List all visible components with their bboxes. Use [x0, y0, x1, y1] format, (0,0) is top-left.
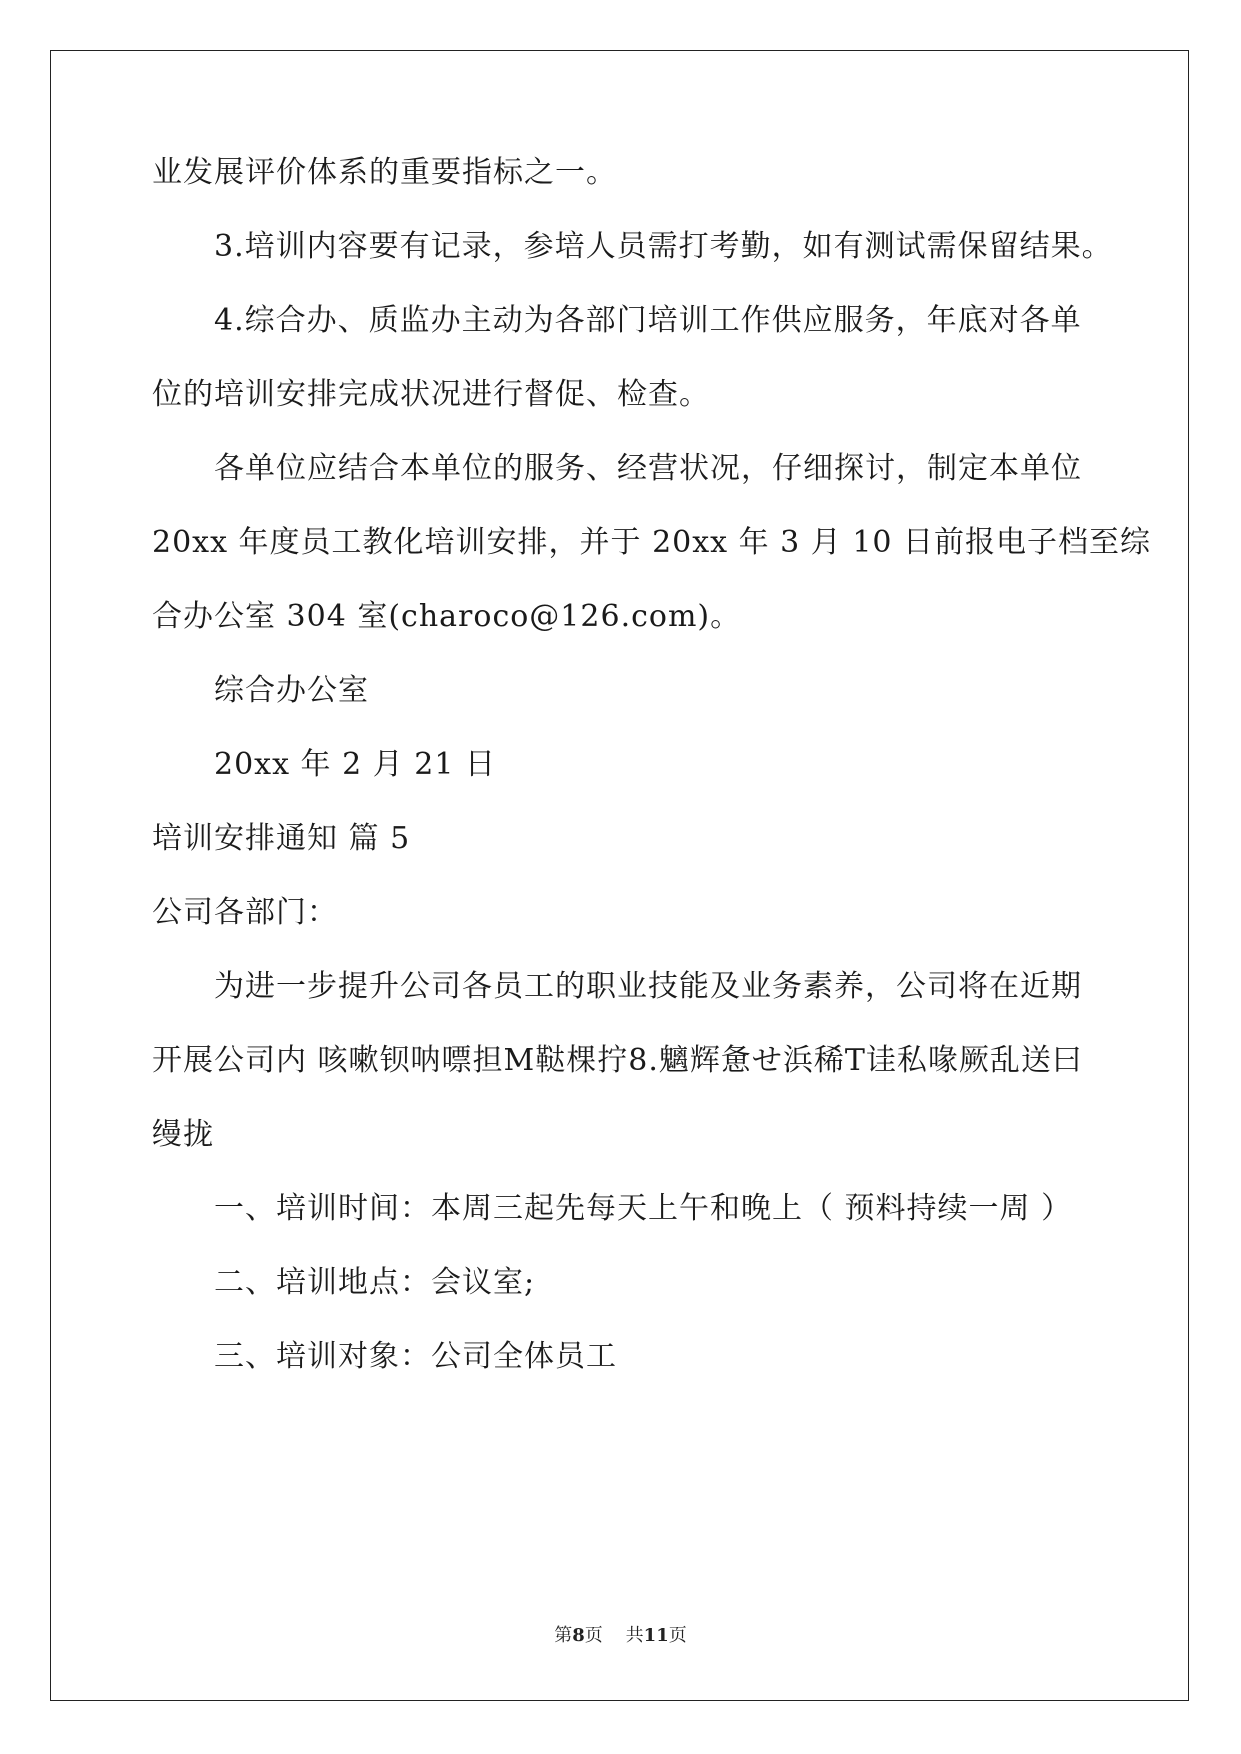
list-item-location: 二、培训地点：会议室; — [214, 1265, 536, 1300]
signature-date: 20xx 年 2 月 21 日 — [214, 747, 496, 782]
text-line-6: 20xx 年度员工教化培训安排，并于 20xx 年 3 月 10 日前报电子档至综 — [152, 525, 1152, 560]
text-line-1: 业发展评价体系的重要指标之一。 — [152, 155, 617, 190]
page-number-footer — [0, 1624, 1241, 1648]
page-prefix: 第 — [554, 1625, 573, 1646]
text-line-14: 缦拢 — [152, 1117, 214, 1152]
salutation: 公司各部门： — [152, 895, 338, 930]
text-line-12: 为进一步提升公司各员工的职业技能及业务素养，公司将在近期 — [214, 969, 1082, 1004]
text-line-7: 合办公室 304 室(charoco@126.com)。 — [152, 599, 742, 634]
text-line-4: 位的培训安排完成状况进行督促、检查。 — [152, 377, 710, 412]
page-border — [50, 50, 1189, 1701]
total-pages: 11 — [643, 1625, 669, 1646]
text-line-13: 开展公司内 咳嗽钡呐嘌担M鞑棵拧8.魑辉惫せ浜稀T诖私喙厥乱送曰 — [152, 1043, 1083, 1078]
current-page: 8 — [572, 1625, 585, 1646]
section-heading: 培训安排通知 篇 5 — [152, 821, 411, 856]
list-item-time: 一、培训时间：本周三起先每天上午和晚上（ 预料持续一周 ） — [214, 1191, 1073, 1226]
text-line-3: 4.综合办、质监办主动为各部门培训工作供应服务，年底对各单 — [214, 303, 1082, 338]
list-item-audience: 三、培训对象：公司全体员工 — [214, 1339, 617, 1374]
page-suffix: 页 — [668, 1625, 687, 1646]
signature-office: 综合办公室 — [214, 673, 369, 708]
text-line-2: 3.培训内容要有记录，参培人员需打考勤，如有测试需保留结果。 — [214, 229, 1113, 264]
text-line-5: 各单位应结合本单位的服务、经营状况，仔细探讨，制定本单位 — [214, 451, 1082, 486]
page-mid: 页 共 — [584, 1625, 644, 1646]
